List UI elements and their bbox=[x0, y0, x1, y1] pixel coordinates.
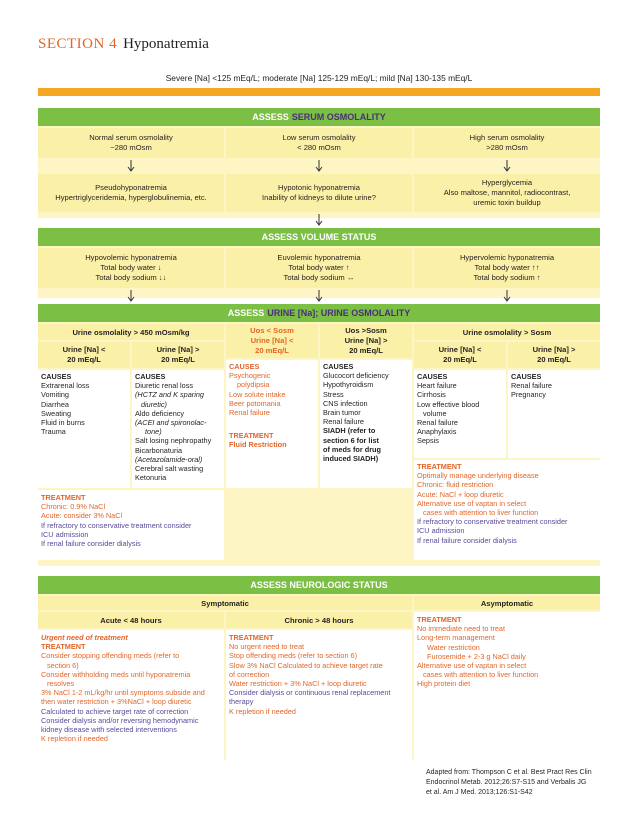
citation bbox=[426, 768, 606, 798]
osm-low-line1: Low serum osmolality bbox=[282, 133, 356, 143]
left-sub2-b: 20 mEq/L bbox=[161, 355, 195, 364]
treatment-item: Water restriction bbox=[427, 642, 480, 652]
vol-eu-line2: Total body water ↑ bbox=[288, 263, 350, 273]
neuro-acute-treatment bbox=[38, 630, 224, 760]
treatment-item: K repletion if needed bbox=[41, 734, 108, 744]
left-sub1-b: 20 mEq/L bbox=[67, 355, 101, 364]
vol-eu-line3: Total body sodium ↔ bbox=[283, 272, 355, 282]
mid-sub1-c: 20 mEq/L bbox=[255, 345, 289, 355]
hypo-pseudo-line1: Pseudohyponatremia bbox=[95, 183, 167, 193]
treatment-label: TREATMENT bbox=[41, 642, 86, 652]
right-sub1-b: 20 mEq/L bbox=[443, 355, 477, 364]
osm-low-line2: < 280 mOsm bbox=[297, 143, 341, 152]
treatment-item: Furosemide + 2-3 g NaCl daily bbox=[427, 651, 526, 661]
causes-label: CAUSES bbox=[41, 372, 72, 381]
cause-item: Salt losing nephropathy bbox=[135, 436, 212, 446]
treatment-item: Acute: NaCl + loop diuretic bbox=[417, 489, 504, 499]
cause-item: Vomiting bbox=[41, 390, 69, 400]
arrow-down-icon bbox=[502, 290, 512, 302]
osm-normal bbox=[38, 128, 224, 158]
treatment-label: TREATMENT bbox=[229, 431, 274, 441]
cause-item: Beer potomania bbox=[229, 398, 281, 408]
treatment-item: resolves bbox=[47, 678, 75, 688]
arrow-down-icon bbox=[314, 160, 324, 172]
treatment-item: Optimally manage underlying disease bbox=[417, 471, 539, 481]
vol-hypo-line1: Hypovolemic hyponatremia bbox=[85, 253, 177, 263]
severity-legend: Severe [Na] <125 mEq/L; moderate [Na] 125-129 mEq/L; mild [Na] 130-135 mEq/L bbox=[165, 73, 473, 83]
page-title bbox=[38, 36, 209, 53]
left-sub1-a: Urine [Na] < bbox=[62, 345, 106, 355]
treatment-item: Fluid Restriction bbox=[229, 440, 287, 450]
vol-hypovolemic bbox=[38, 248, 224, 288]
treatment-item: ICU admission bbox=[417, 526, 465, 536]
cause-item: Hypothyroidism bbox=[323, 380, 374, 390]
cause-item: Bicarbonaturia bbox=[135, 445, 183, 455]
citation-line: Adapted from: Thompson C et al. Best Pract Res Clin bbox=[426, 769, 592, 776]
cause-item: Anaphylaxis bbox=[417, 427, 457, 437]
cause-item: tone) bbox=[145, 427, 162, 437]
left-sub2 bbox=[132, 342, 224, 368]
treatment-item: If renal failure consider dialysis bbox=[417, 535, 517, 545]
treatment-label: TREATMENT bbox=[417, 615, 462, 624]
cause-item: Stress bbox=[323, 389, 344, 399]
cause-item: Low effective blood bbox=[417, 399, 480, 409]
hypo-hypotonic-line1: Hypotonic hyponatremia bbox=[278, 183, 360, 193]
mid-causes-2 bbox=[320, 360, 412, 488]
neuro-chronic: Chronic > 48 hours bbox=[226, 612, 412, 628]
treatment-item: Chronic: 0.9% NaCl bbox=[41, 502, 106, 512]
left-sub2-a: Urine [Na] > bbox=[156, 345, 200, 355]
causes-label: CAUSES bbox=[511, 372, 542, 381]
treatment-item: then water restriction + 3%NaCl + loop diuretic bbox=[41, 697, 192, 707]
citation-line: et al. Am J Med. 2013;126:S1-S42 bbox=[426, 789, 533, 797]
hypo-hypotonic bbox=[226, 174, 412, 212]
right-sub2-a: Urine [Na] > bbox=[532, 345, 576, 355]
neuro-symptomatic: Symptomatic bbox=[38, 596, 412, 610]
neuro-chronic-treatment bbox=[226, 630, 412, 760]
treatment-item: Long-term management bbox=[417, 633, 495, 643]
vol-hyper-line2: Total body water ↑↑ bbox=[474, 263, 540, 273]
treatment-item: No immediate need to treat bbox=[417, 624, 506, 634]
section-title: Hyponatremia bbox=[123, 36, 209, 52]
treatment-item: High protein diet bbox=[417, 679, 471, 689]
siadh-item: SIADH (refer to bbox=[323, 426, 376, 436]
treatment-label: TREATMENT bbox=[417, 462, 462, 471]
cause-item: (Acetazolamide-oral) bbox=[135, 454, 203, 464]
causes-label: CAUSES bbox=[417, 372, 448, 381]
cause-item: polydipsia bbox=[237, 380, 270, 390]
arrow-down-icon bbox=[314, 290, 324, 302]
osm-high bbox=[414, 128, 600, 158]
hypo-pseudo-line2: Hypertriglyceridemia, hyperglobulinemia, etc. bbox=[55, 193, 207, 202]
cause-item: diuretic) bbox=[141, 399, 167, 409]
treatment-item: section 6) bbox=[47, 660, 79, 670]
treatment-item: Slow 3% NaCl Calculated to achieve target rate bbox=[229, 660, 383, 670]
osm-low bbox=[226, 128, 412, 158]
band-serum-pre: ASSESS bbox=[252, 112, 289, 122]
treatment-item: If refractory to conservative treatment consider bbox=[41, 520, 192, 530]
mid-causes-1 bbox=[226, 360, 318, 488]
treatment-item: Consider withholding meds until hyponatremia bbox=[41, 669, 191, 679]
hypo-hyper-line2: Also maltose, mannitol, radiocontrast, bbox=[443, 188, 571, 198]
treatment-label: TREATMENT bbox=[41, 493, 86, 502]
causes-label: CAUSES bbox=[229, 362, 260, 371]
vol-hypervolemic bbox=[414, 248, 600, 288]
neuro-acute: Acute < 48 hours bbox=[38, 612, 224, 628]
vol-euvolemic bbox=[226, 248, 412, 288]
band-neuro: ASSESS NEUROLOGIC STATUS bbox=[38, 576, 600, 594]
cause-item: Heart failure bbox=[417, 381, 457, 391]
mid-sub2-a: Uos >Sosm bbox=[345, 326, 387, 336]
section-label: SECTION 4 bbox=[38, 36, 118, 52]
cause-item: Sweating bbox=[41, 408, 72, 418]
band-volume-status: ASSESS VOLUME STATUS bbox=[38, 228, 600, 246]
mid-sub2-c: 20 mEq/L bbox=[349, 345, 383, 355]
treatment-item: cases with attention to liver function bbox=[423, 507, 539, 517]
band-urine-accent: URINE [Na]; URINE OSMOLALITY bbox=[267, 308, 411, 318]
right-treatment bbox=[414, 460, 600, 560]
band-urine-pre: ASSESS bbox=[227, 308, 265, 318]
treatment-item: ICU admission bbox=[41, 529, 89, 539]
mid-sub2 bbox=[320, 324, 412, 358]
hypo-hypotonic-line2: Inability of kidneys to dilute urine? bbox=[262, 193, 376, 202]
cause-item: Glucocort deficiency bbox=[323, 371, 389, 381]
treatment-item: If refractory to conservative treatment consider bbox=[417, 517, 568, 527]
arrow-down-icon bbox=[502, 160, 512, 172]
cause-item: volume bbox=[423, 408, 447, 418]
vol-hypo-line3: Total body sodium ↓↓ bbox=[95, 272, 167, 282]
right-sub1 bbox=[414, 342, 506, 368]
treatment-item: 3% NaCl 1-2 mL/kg/hr until symptoms subside and bbox=[41, 688, 205, 698]
treatment-item: Water restriction + 3% NaCl + loop diuretic bbox=[229, 678, 367, 688]
treatment-item: therapy bbox=[229, 697, 254, 707]
cause-item: Cerebral salt wasting bbox=[135, 463, 204, 473]
cause-item: Diarrhea bbox=[41, 399, 69, 409]
treatment-item: cases with attention to liver function bbox=[423, 670, 539, 680]
band-serum-osmolality bbox=[38, 108, 600, 126]
top-rule bbox=[38, 88, 600, 96]
osm-high-line2: >280 mOsm bbox=[486, 143, 528, 152]
siadh-item: of meds for drug bbox=[323, 444, 381, 454]
treatment-label: TREATMENT bbox=[229, 633, 274, 642]
urgent-label: Urgent need of treatment bbox=[41, 633, 128, 642]
siadh-item: induced SIADH) bbox=[323, 453, 379, 463]
mid-sub1-a: Uos < Sosm bbox=[250, 326, 294, 336]
treatment-item: Consider dialysis or continuous renal replacement bbox=[229, 688, 391, 698]
treatment-item: If renal failure consider dialysis bbox=[41, 538, 141, 548]
cause-item: Trauma bbox=[41, 427, 66, 437]
osm-high-line1: High serum osmolality bbox=[469, 133, 545, 143]
cause-item: Diuretic renal loss bbox=[135, 381, 193, 391]
left-header: Urine osmolality > 450 mOsm/kg bbox=[38, 324, 224, 340]
mid-sub1-b: Urine [Na] < bbox=[250, 336, 294, 346]
cause-item: Extrarenal loss bbox=[41, 381, 90, 391]
treatment-item: Consider stopping offending meds (refer to bbox=[41, 651, 180, 661]
hypo-hyper-line3: uremic toxin buildup bbox=[473, 197, 541, 207]
band-urine bbox=[38, 304, 600, 322]
treatment-item: kidney disease with selected interventions bbox=[41, 724, 177, 734]
treatment-item: of correction bbox=[229, 669, 270, 679]
cause-item: Brain tumor bbox=[323, 407, 361, 417]
left-causes-1 bbox=[38, 370, 130, 488]
cause-item: (HCTZ and K sparing bbox=[135, 390, 204, 400]
hypo-hyperglycemia bbox=[414, 174, 600, 212]
treatment-item: Calculated to achieve target rate of correction bbox=[41, 706, 189, 716]
band-serum-accent: SERUM OSMOLALITY bbox=[291, 112, 386, 122]
treatment-item: Stop offending meds (refer to section 6) bbox=[229, 651, 358, 661]
hypo-pseudo bbox=[38, 174, 224, 212]
cause-item: Pregnancy bbox=[511, 390, 546, 400]
cause-item: Renal failure bbox=[323, 417, 364, 427]
cause-item: Psychogenic bbox=[229, 371, 271, 381]
vol-hypo-line2: Total body water ↓ bbox=[100, 263, 162, 273]
cause-item: Ketonuria bbox=[135, 473, 167, 483]
cause-item: Cirrhosis bbox=[417, 390, 446, 400]
vol-hyper-line3: Total body sodium ↑ bbox=[473, 272, 541, 282]
osm-normal-line1: Normal serum osmolality bbox=[89, 133, 173, 143]
cause-item: Renal failure bbox=[511, 381, 552, 391]
siadh-item: section 6 for list bbox=[323, 435, 379, 445]
vol-hyper-line1: Hypervolemic hyponatremia bbox=[459, 253, 555, 263]
cause-item: Low solute intake bbox=[229, 389, 286, 399]
right-header: Urine osmolality > Sosm bbox=[414, 324, 600, 340]
right-causes-2 bbox=[508, 370, 600, 458]
right-sub1-a: Urine [Na] < bbox=[438, 345, 482, 355]
arrow-down-icon bbox=[314, 214, 324, 226]
cause-item: Sepsis bbox=[417, 436, 439, 446]
neuro-asymptomatic: Asymptomatic bbox=[414, 596, 600, 610]
neuro-asym-treatment bbox=[414, 612, 600, 760]
right-causes-1 bbox=[414, 370, 506, 458]
arrow-down-icon bbox=[126, 290, 136, 302]
mid-sub2-b: Urine [Na] > bbox=[344, 336, 388, 346]
left-causes-2 bbox=[132, 370, 224, 488]
left-sub1 bbox=[38, 342, 130, 368]
vol-eu-line1: Euvolemic hyponatremia bbox=[277, 253, 361, 263]
cause-item: CNS infection bbox=[323, 398, 368, 408]
hypo-hyper-line1: Hyperglycemia bbox=[481, 178, 533, 188]
cause-item: Aldo deficiency bbox=[135, 408, 185, 418]
right-sub2-b: 20 mEq/L bbox=[537, 355, 571, 364]
causes-label: CAUSES bbox=[135, 372, 166, 381]
cause-item: (ACEI and spironolac- bbox=[135, 417, 207, 427]
treatment-item: No urgent need to treat bbox=[229, 642, 305, 652]
citation-line: Endocrinol Metab. 2012;26:S7-S15 and Verbalis JG bbox=[426, 779, 587, 787]
treatment-item: Acute: consider 3% NaCl bbox=[41, 511, 123, 521]
treatment-item: Alternative use of vaptan in select bbox=[417, 660, 527, 670]
cause-item: Renal failure bbox=[417, 417, 458, 427]
arrow-down-icon bbox=[126, 160, 136, 172]
mid-sub1 bbox=[226, 324, 318, 358]
treatment-item: Alternative use of vaptan in select bbox=[417, 498, 527, 508]
osm-normal-line2: ~280 mOsm bbox=[110, 143, 152, 152]
treatment-item: Consider dialysis and/or reversing hemodynamic bbox=[41, 715, 199, 725]
cause-item: Renal failure bbox=[229, 407, 270, 417]
treatment-item: Chronic: fluid restriction bbox=[417, 480, 494, 490]
right-sub2 bbox=[508, 342, 600, 368]
cause-item: Fluid in burns bbox=[41, 417, 85, 427]
left-treatment bbox=[38, 490, 224, 560]
treatment-item: K repletion if needed bbox=[229, 706, 296, 716]
causes-label: CAUSES bbox=[323, 362, 354, 371]
